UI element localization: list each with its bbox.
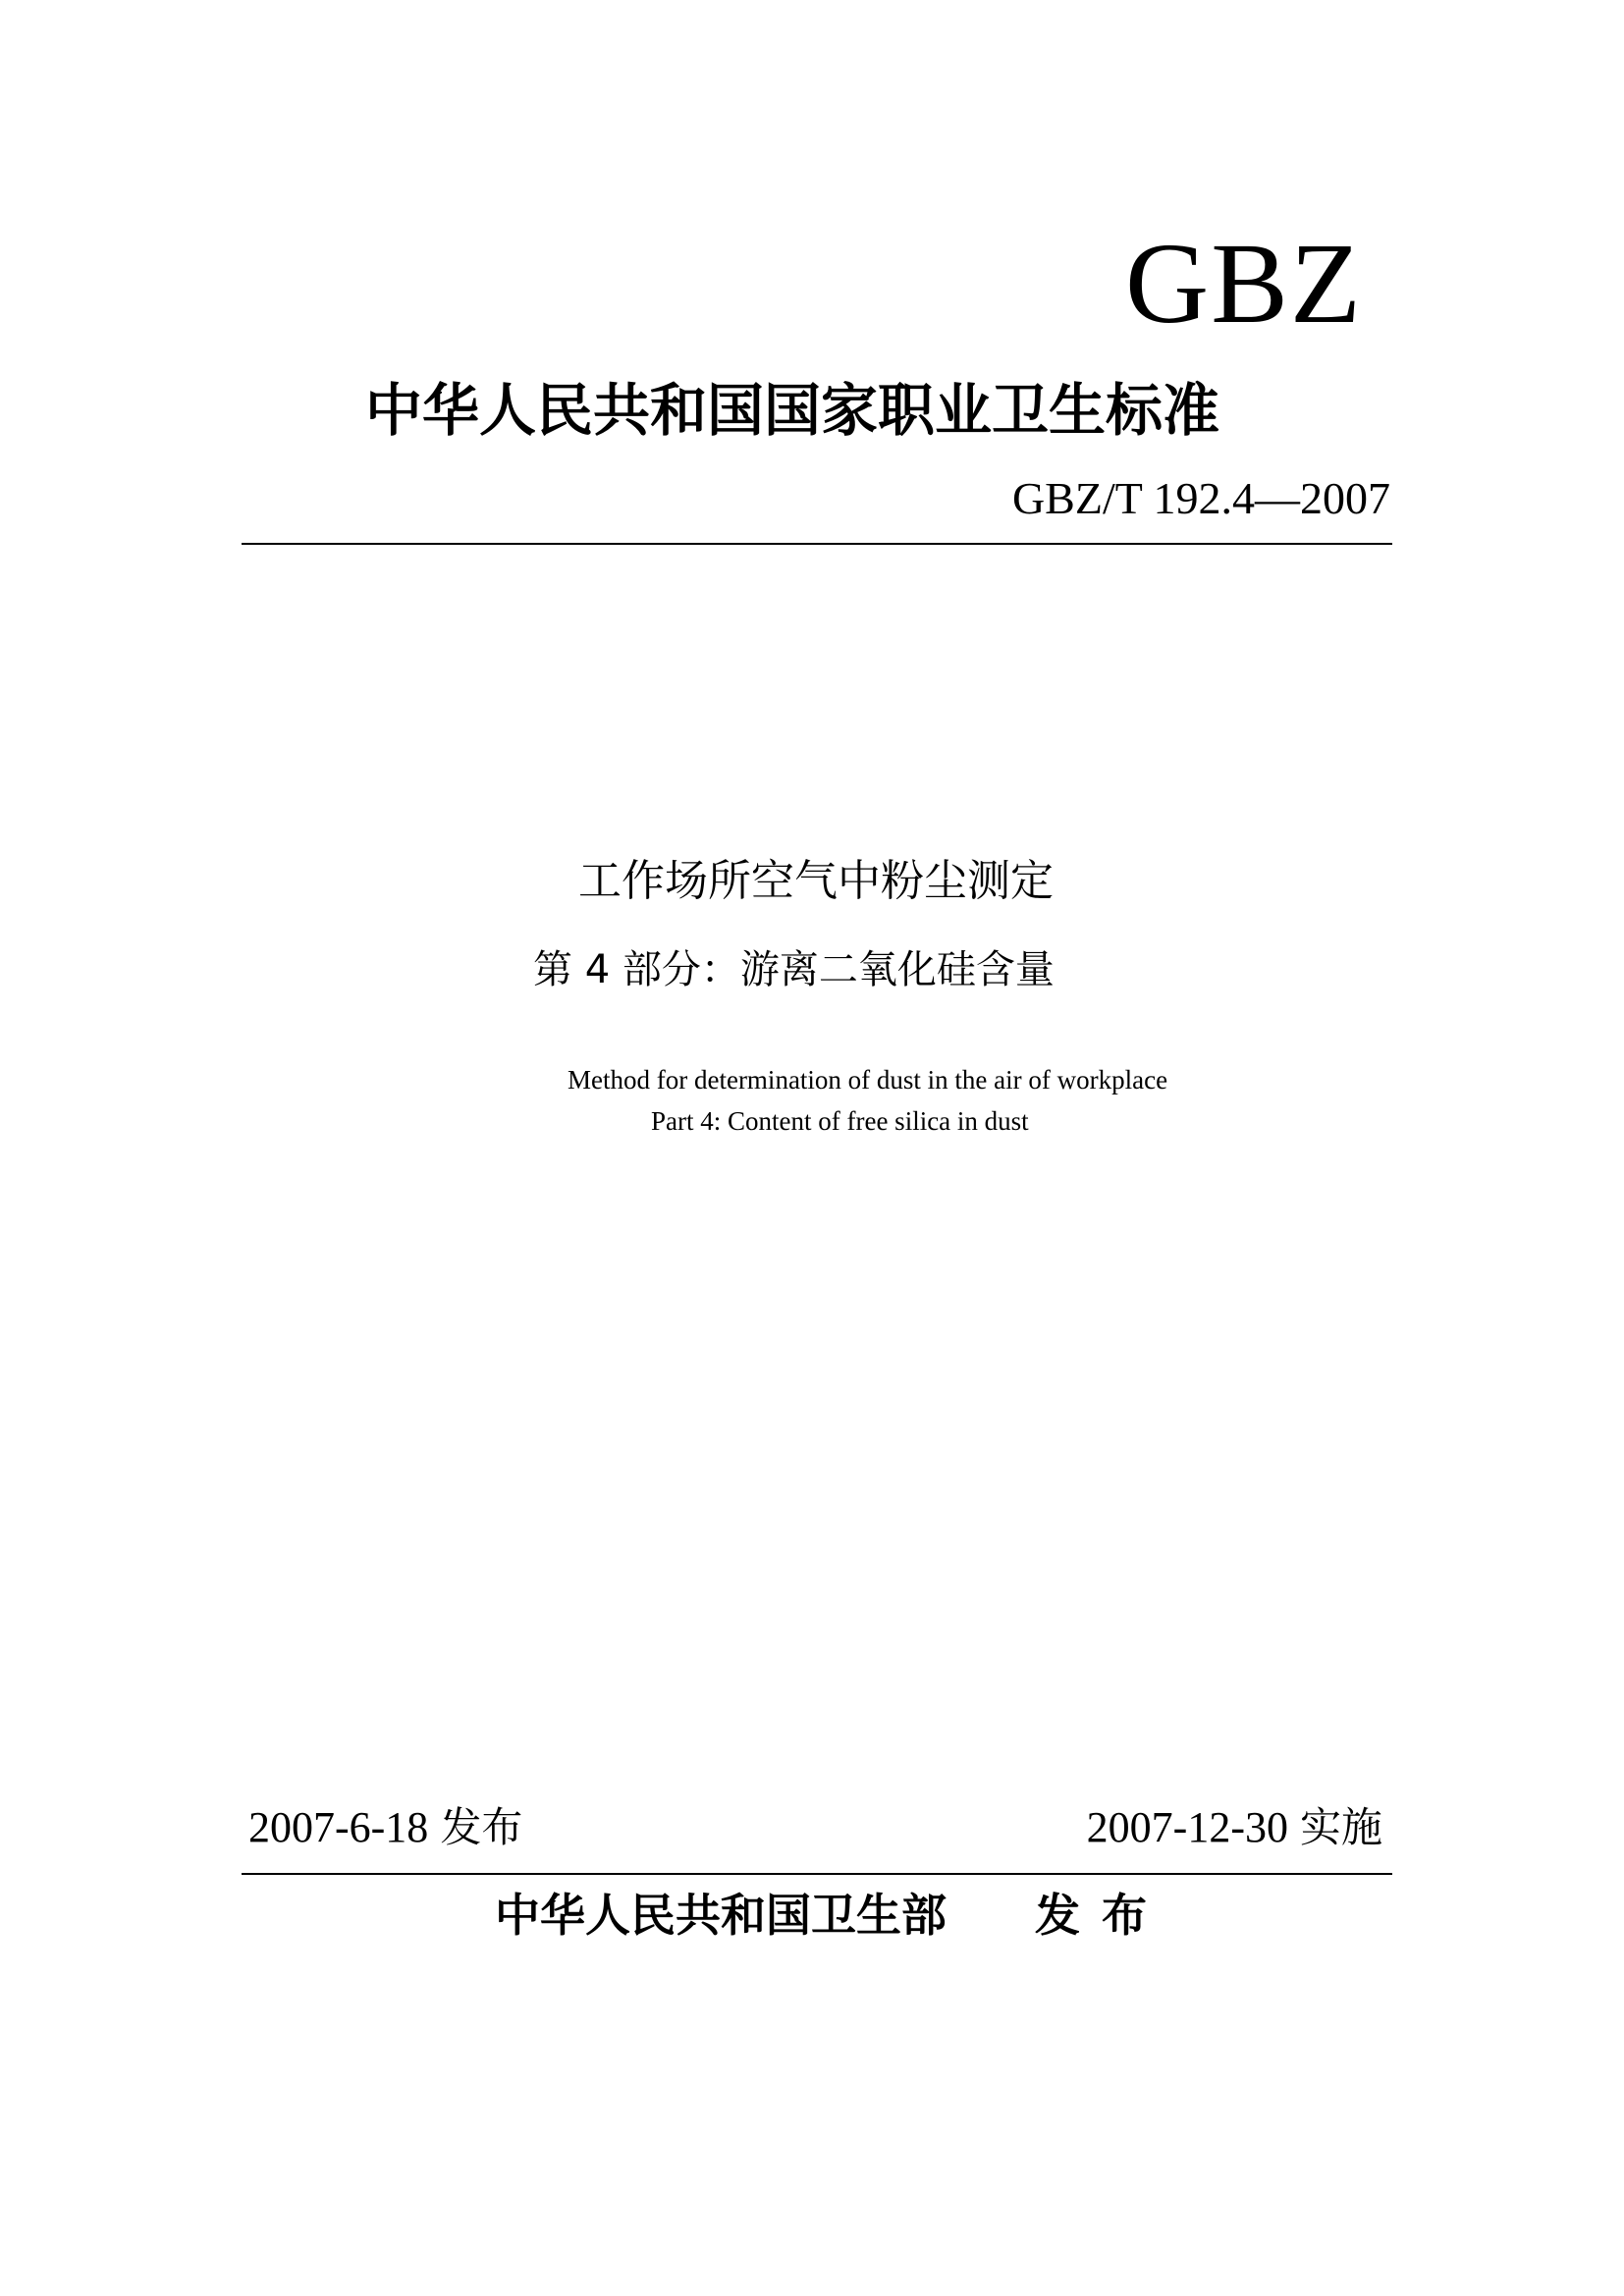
publisher-name: 中华人民共和国卫生部 [495,1889,947,1942]
bottom-divider [242,1873,1392,1875]
implementation-label: 实施 [1299,1803,1382,1851]
top-divider [242,543,1392,545]
issue-date-line [248,1802,522,1854]
issue-date: 2007-6-18 [248,1803,429,1851]
standard-logo: GBZ [1125,219,1363,347]
implementation-date-line [1087,1802,1382,1854]
document-title-english: Method for determination of dust in the air of workplace [568,1065,1168,1095]
implementation-date: 2007-12-30 [1086,1803,1288,1851]
standard-number: GBZ/T 192.4—2007 [1011,473,1390,523]
document-title-chinese: 工作场所空气中粉尘测定 [578,856,1054,906]
issue-label: 发布 [440,1803,523,1851]
publish-label: 发布 [1035,1889,1168,1942]
standard-category: 中华人民共和国国家职业卫生标准 [365,377,1220,444]
document-subtitle-chinese: 第 4 部分：游离二氧化硅含量 [533,947,1055,992]
document-subtitle-english: Part 4: Content of free silica in dust [651,1106,1029,1136]
